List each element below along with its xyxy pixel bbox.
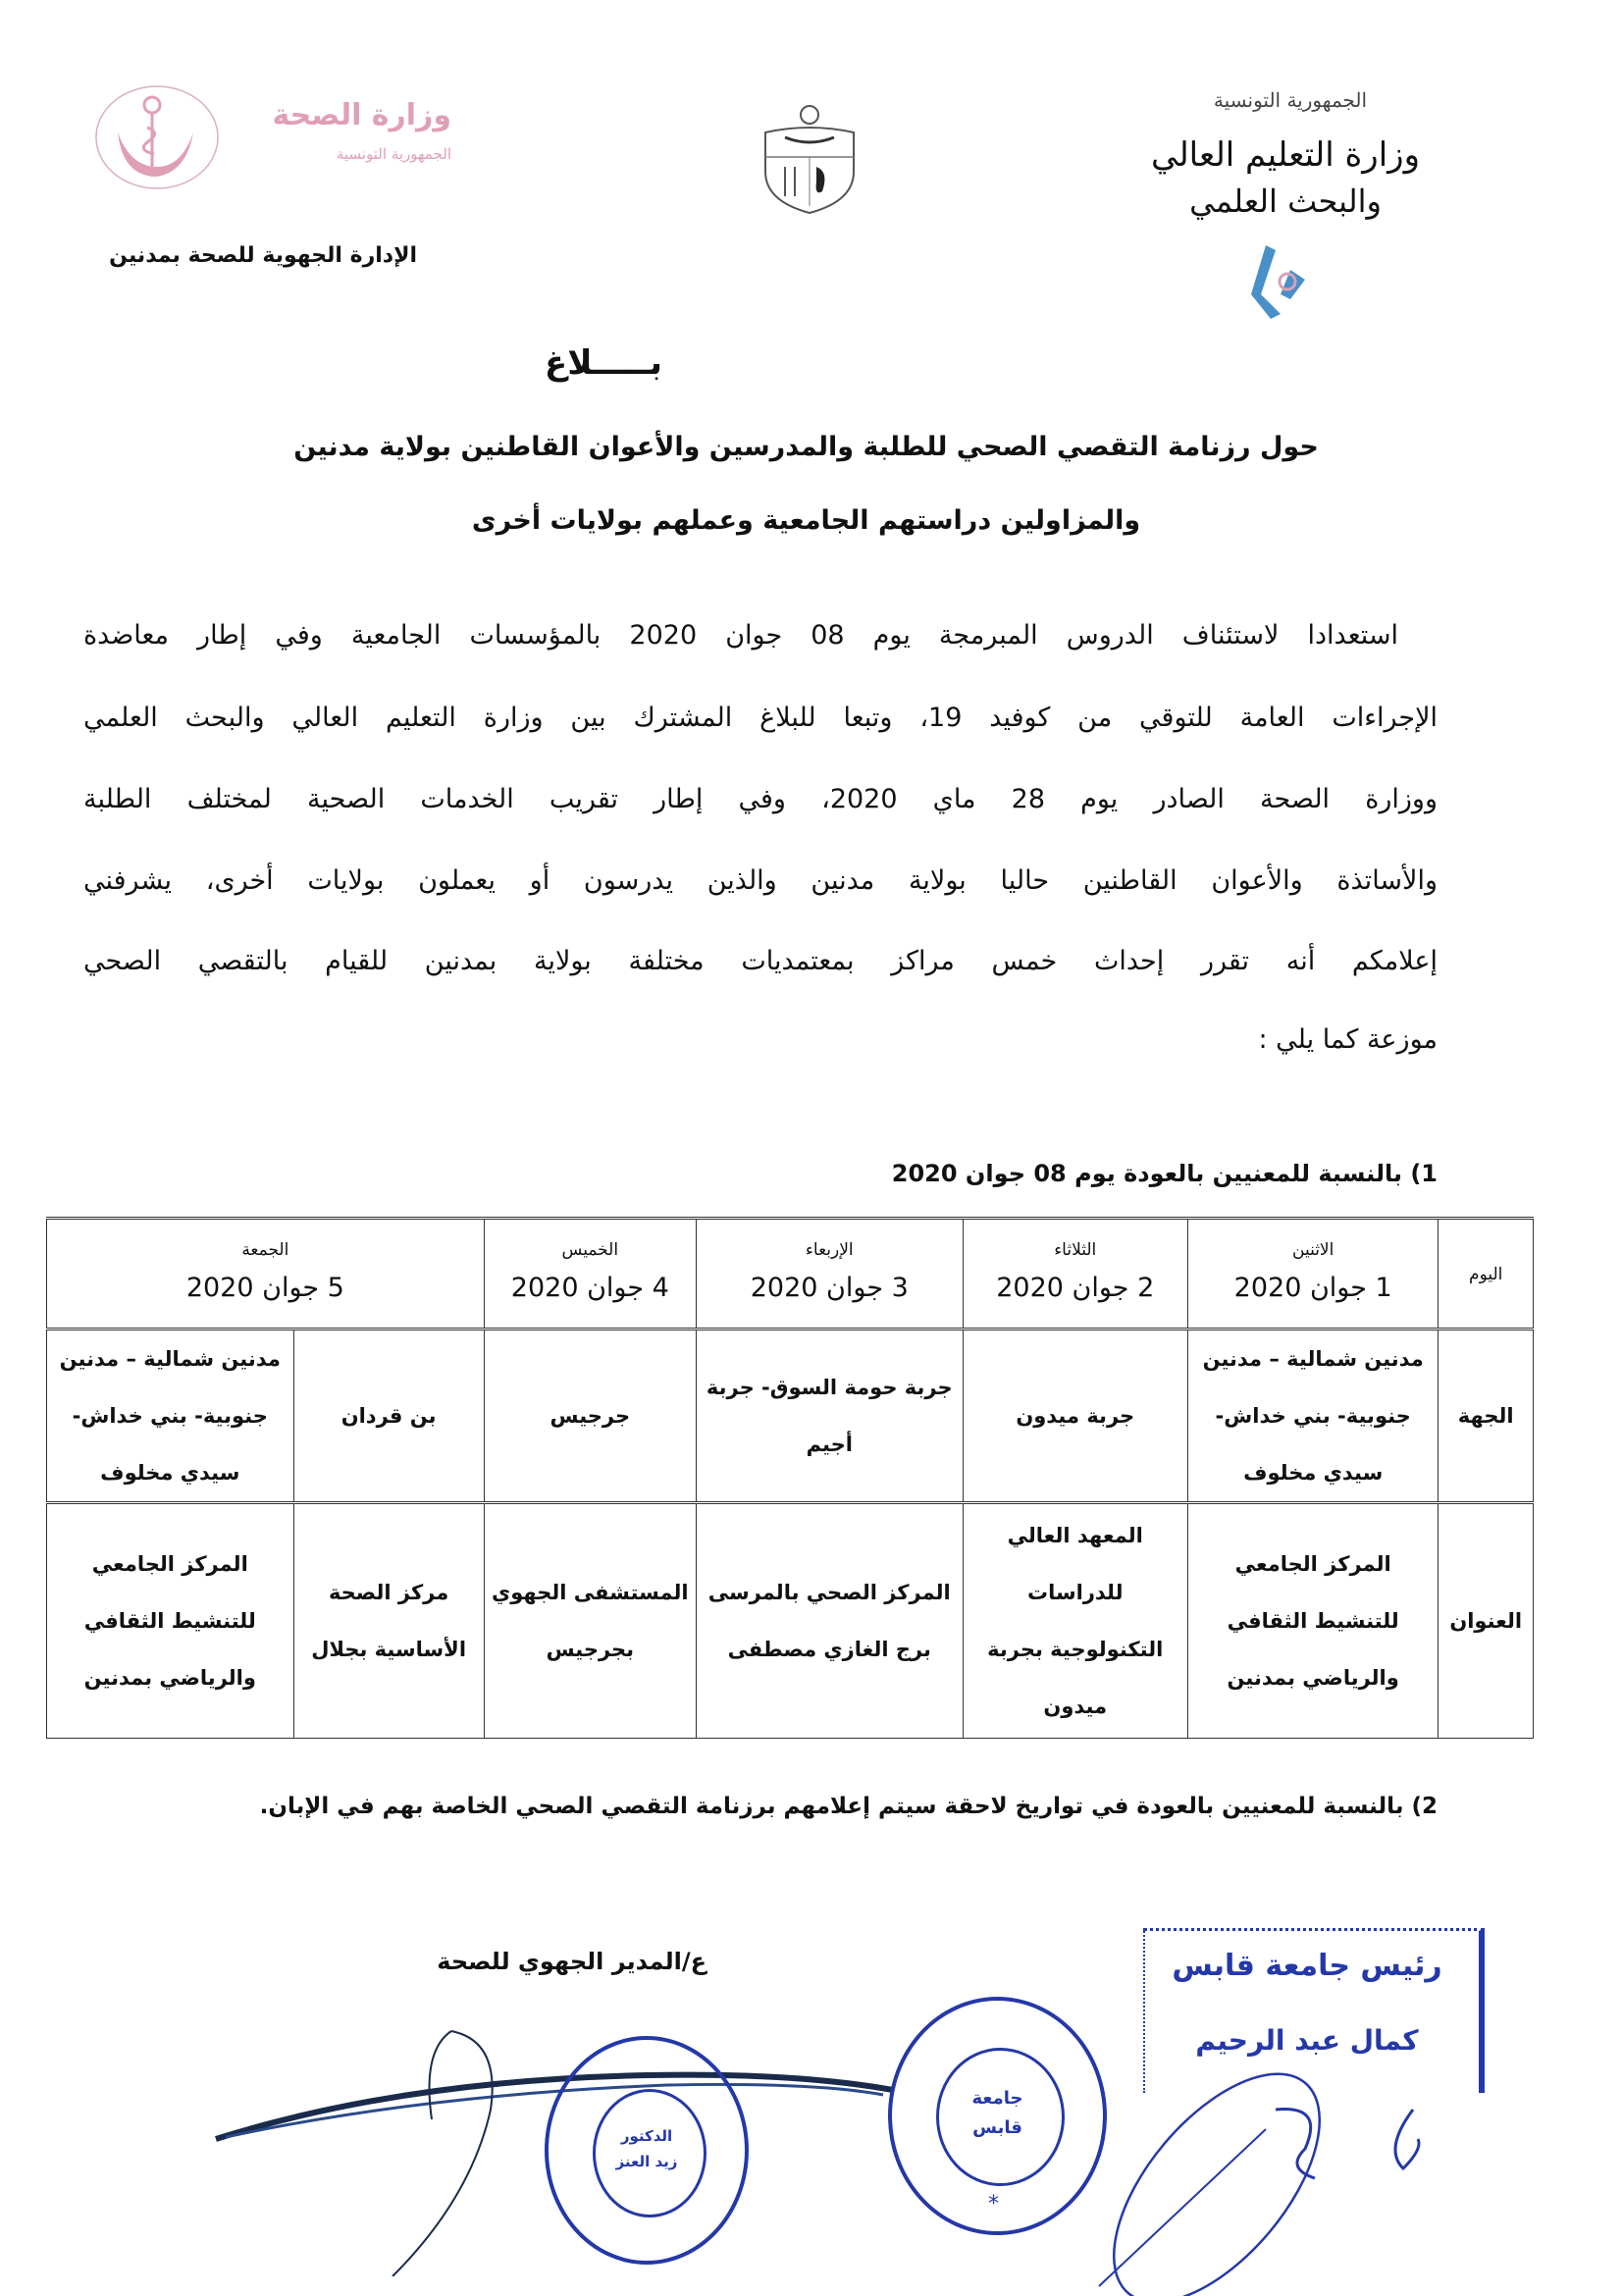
- region-cell: جربة ميدون: [963, 1330, 1187, 1503]
- section-2-text: 2) بالنسبة للمعنيين بالعودة في تواريخ لاحقة سيتم إعلامهم برزنامة التقصي الصحي الخاصة بهم في الإبان.: [259, 1794, 1438, 1819]
- health-ministry-logo-icon: [93, 83, 221, 191]
- region-cell: جرجيس: [484, 1330, 696, 1503]
- screening-schedule-table: [46, 1217, 1534, 1739]
- body-line: ووزارة الصحة الصادر يوم 28 ماي 2020، وفي إطار تقريب الخدمات الصحية لمختلف الطلبة: [83, 784, 1438, 814]
- address-cell: مركز الصحة الأساسية بجلال: [293, 1503, 484, 1739]
- body-line: والأساتذة والأعوان القاطنين حاليا بولاية مدنين والذين يدرسون أو يعملون بولايات أخرى، يشرفني: [83, 865, 1438, 896]
- row-label-day: اليوم: [1439, 1219, 1534, 1330]
- row-label-address: العنوان: [1439, 1503, 1534, 1739]
- health-ministry-logo-text: وزارة الصحة: [272, 98, 451, 132]
- region-cell: جربة حومة السوق- جربة أجيم: [696, 1330, 963, 1503]
- health-director-signatory: ع/المدير الجهوي للصحة: [437, 1948, 706, 1975]
- body-line: موزعة كما يلي :: [1258, 1024, 1438, 1055]
- day-cell: الثلاثاء 2 جوان 2020: [963, 1219, 1187, 1330]
- republic-label: الجمهورية التونسية: [1213, 88, 1368, 112]
- health-ministry-logo-subtext: الجمهورية التونسية: [336, 145, 451, 163]
- ministry-higher-education: وزارة التعليم العالي: [1150, 135, 1420, 175]
- day-cell: الاثنين 1 جوان 2020: [1187, 1219, 1439, 1330]
- body-line: إعلامكم أنه تقرر إحداث خمس مراكز بمعتمديات مختلفة بولاية بمدنين للقيام بالتقصي الصحي: [83, 946, 1438, 976]
- region-cell: مدنين شمالية – مدنين جنوبية- بني خداش- سيدي مخلوف: [47, 1330, 294, 1503]
- address-cell: المركز الجامعي للتنشيط الثقافي والرياضي بمدنين: [47, 1503, 294, 1739]
- tunisia-coat-of-arms-icon: [756, 103, 863, 216]
- table-row-region: [47, 1330, 1534, 1503]
- address-cell: المستشفى الجهوي بجرجيس: [484, 1503, 696, 1739]
- regional-health-directorate: الإدارة الجهوية للصحة بمدنين: [109, 243, 417, 268]
- body-line: الإجراءات العامة للتوقي من كوفيد 19، وتبعا للبلاغ المشترك بين وزارة التعليم العالي والبحث العلمي: [83, 703, 1438, 733]
- region-cell: بن قردان: [293, 1330, 484, 1503]
- ministry-scientific-research: والبحث العلمي: [1189, 183, 1382, 220]
- handwritten-signature-university: [1079, 2070, 1472, 2296]
- university-president-stamp: [1143, 1928, 1485, 2093]
- day-cell: الجمعة 5 جوان 2020: [47, 1219, 485, 1330]
- table-row-address: [47, 1503, 1534, 1739]
- day-cell: الخميس 4 جوان 2020: [484, 1219, 696, 1330]
- university-gabes-stamp: جامعة قابس *: [888, 1997, 1107, 2235]
- university-president-name: كمال عبد الرحيم: [1195, 2024, 1419, 2057]
- region-cell: مدنين شمالية – مدنين جنوبية- بني خداش- سيدي مخلوف: [1187, 1330, 1439, 1503]
- table-row-day: [47, 1219, 1534, 1330]
- university-president-title: رئيس جامعة قابس: [1172, 1949, 1442, 1983]
- body-line: استعدادا لاستئناف الدروس المبرمجة يوم 08 جوان 2020 بالمؤسسات الجامعية وفي إطار معاضدة: [83, 620, 1399, 651]
- subject-line-2: والمزاولين دراستهم الجامعية وعملهم بولايات أخرى: [471, 505, 1141, 536]
- day-cell: الإربعاء 3 جوان 2020: [696, 1219, 963, 1330]
- address-cell: المركز الجامعي للتنشيط الثقافي والرياضي بمدنين: [1187, 1503, 1439, 1739]
- subject-line-1: حول رزنامة التقصي الصحي للطلبة والمدرسين والأعوان القاطنين بولاية مدنين: [293, 432, 1319, 462]
- row-label-region: الجهة: [1439, 1330, 1534, 1503]
- university-logo-icon: [1246, 240, 1315, 324]
- section-1-heading: 1) بالنسبة للمعنيين بالعودة يوم 08 جوان 2020: [891, 1160, 1438, 1187]
- document-heading: بـــــلاغ: [545, 343, 662, 383]
- address-cell: المركز الصحي بالمرسى برج الغازي مصطفى: [696, 1503, 963, 1739]
- health-directorate-stamp: الدكتور زيد العنز: [545, 2036, 749, 2265]
- address-cell: المعهد العالي للدراسات التكنولوجية بجربة ميدون: [963, 1503, 1187, 1739]
